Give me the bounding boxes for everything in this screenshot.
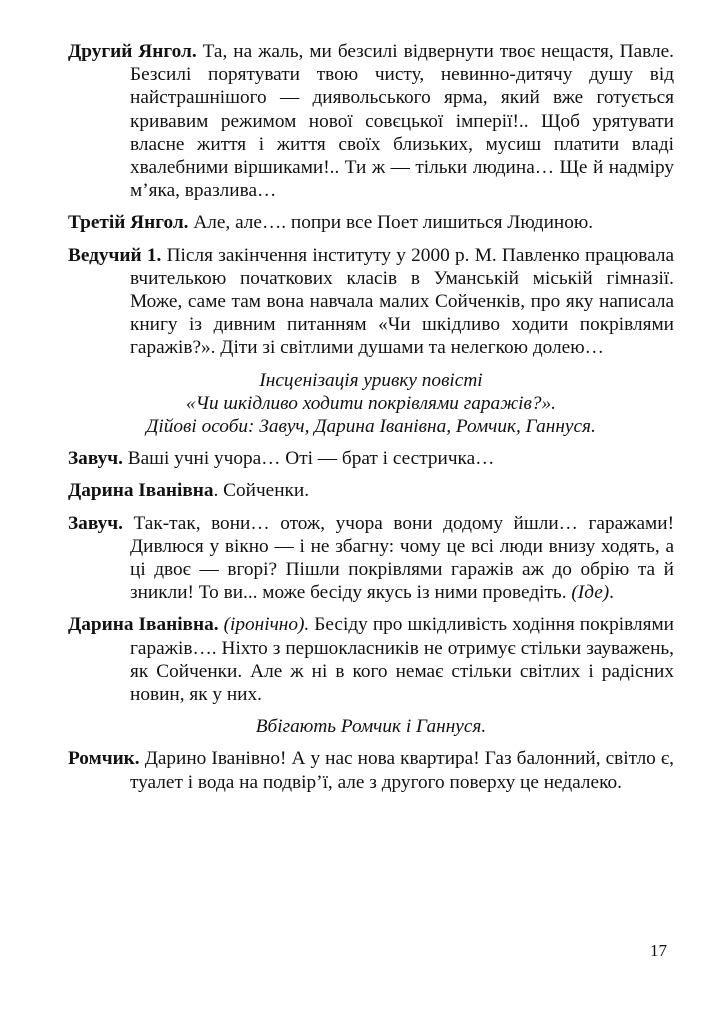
staging-line: «Чи шкідливо ходити покрівлями гаражів?». [186,392,556,414]
speech-text: Але, але…. попри все Поет лишиться Людиною. [188,212,594,234]
speaker-name: Другий Янгол. [68,41,197,62]
speaker-name: Ромчик. [68,748,140,770]
speech-text: Дарино Іванівно! А у нас нова квартира! Газ балонний, світло є, туалет і вода на подвір’ї, але з другого поверху це недалеко. [130,748,674,793]
speech-head-teacher [68,512,674,605]
speaker-name: Ведучий 1. [68,244,162,266]
speech-head-teacher [68,447,674,470]
speaker-name: Завуч. [68,512,123,534]
speaker-name: Третій Янгол. [68,212,189,234]
speech-third-angel [68,211,674,234]
stage-direction-text: Вбігають Ромчик і Ганнуся. [255,716,487,738]
speaker-name: Дарина Іванівна. [68,614,219,636]
staging-heading [68,369,674,439]
speaker-name: Дарина Іванівна [68,480,214,502]
speech-host-1 [68,244,674,360]
speech-text-tail: . [609,582,614,604]
speech-text: Ваші учні учора… Оті — брат і сестричка… [122,448,495,470]
speech-daryna [68,479,674,502]
speech-romchyk [68,747,674,793]
stage-remark: (Іде) [571,582,610,604]
speech-text: Так-так, вони… отож, учора вони додому йшли… гаражами! Дивлюся у вікно — і не збагну: чому це всі люди внизу ходять, а ці двоє — вгорі? Пішли покрівлями гаражів аж до обрію та й зникли! То ви... може бесіду якусь із ними проведіть. [122,512,674,604]
speech-second-angel [68,40,674,202]
speech-daryna [68,613,674,706]
document-page [68,40,674,803]
speech-text: . Сойченки. [213,480,310,502]
speech-text: Та, на жаль, ми безсилі відвернути твоє нещастя, Павле. Безсилі порятувати твою чисту, невинно-дитячу душу від найстрашнішого — диявольського ярма, який вже готується кривавим режимом нової совєцької імперії!.. Щоб урятувати власне життя і життя своїх близьких, мусиш платити владі хвалебними віршиками!.. Ти ж — тільки людина… Ще й надміру м’яка, вразлива… [130,41,674,202]
page-number: 17 [650,941,667,960]
staging-line: Дійові особи: Завуч, Дарина Іванівна, Ромчик, Ганнуся. [146,416,596,438]
speaker-name: Завуч. [68,448,123,470]
staging-line: Інсценізація уривку повісті [259,369,483,391]
stage-remark: (іронічно). [223,614,310,636]
speech-text: Після закінчення інституту у 2000 р. М. Павленко працювала вчителькою початкових класів в Уманській міській гімназії. Може, саме там вона навчала малих Сойченків, про яку написала книгу із дивним питанням «Чи шкідливо ходити покрівлями гаражів?». Діти зі світлими душами та нелегкою долею… [130,244,675,359]
stage-direction [68,715,674,738]
speech-text: Бесіду про шкідливість ходіння покрівлями гаражів…. Ніхто з першокласників не отримує стільки зауважень, як Сойченки. Але ж ні в кого немає стільки світлих і радісних новин, як у них. [130,614,674,706]
